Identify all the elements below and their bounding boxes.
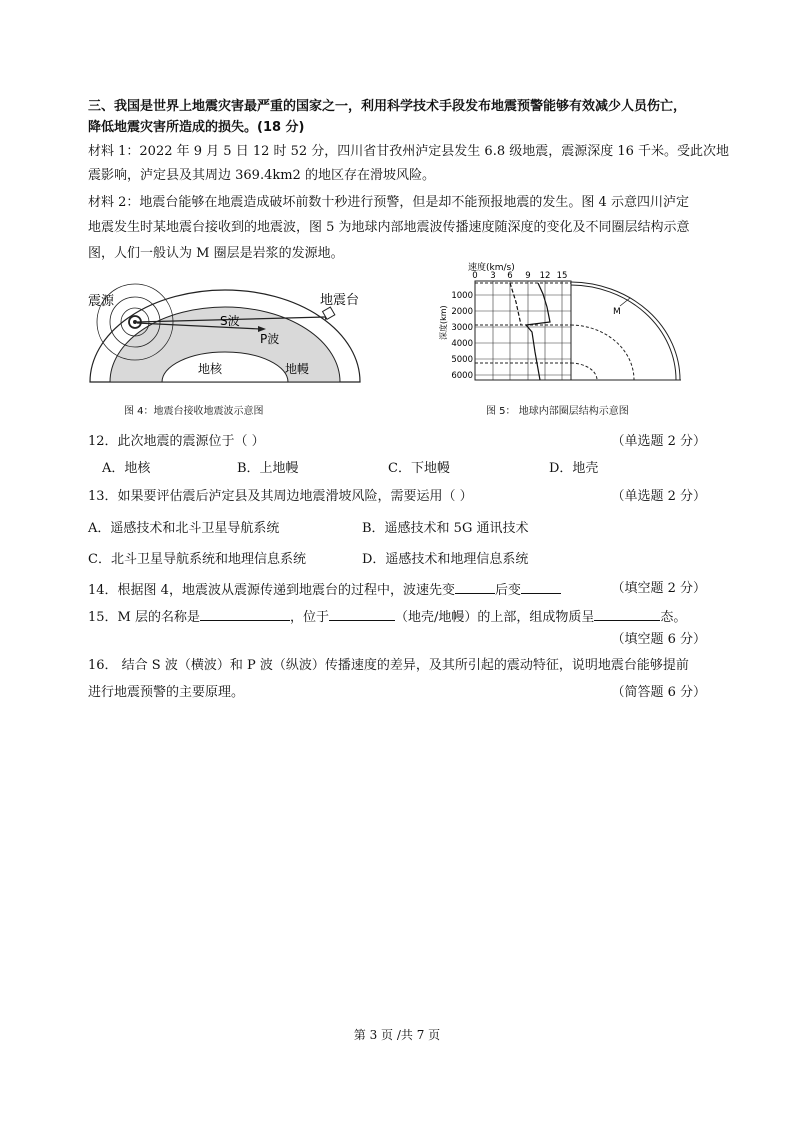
figure-4-caption: 图 4：地震台接收地震波示意图 <box>124 406 264 417</box>
x-tick-0: 0 <box>472 271 478 281</box>
axis-title: 速度(km/s) <box>468 263 515 273</box>
y-tick-5000: 5000 <box>451 355 473 365</box>
q15-blank-3[interactable] <box>594 606 660 621</box>
q14-stem: 14．根据图 4，地震波从震源传递到地震台的过程中，波速先变 后变 <box>88 579 561 601</box>
label-station: 地震台 <box>320 293 360 308</box>
x-tick-6: 6 <box>507 271 513 281</box>
x-tick-15: 15 <box>556 271 568 281</box>
q13-stem: 13．如果要评估震后泸定县及其周边地震滑坡风险，需要运用（ ） <box>88 489 473 504</box>
page-footer: 第 3 页 /共 7 页 <box>353 1028 441 1042</box>
label-s-wave: S波 <box>220 314 240 328</box>
material-2-line2: 地震发生时某地震台接收到的地震波，图 5 为地球内部地震波传播速度随深度的变化及不同圈层结构示意 <box>88 220 690 235</box>
label-m: M <box>613 307 621 317</box>
material-1-line1: 材料 1：2022 年 9 月 5 日 12 时 52 分，四川省甘孜州泸定县发生 6.8 级地震，震源深度 16 千米。受此次地 <box>88 144 730 159</box>
q14-blank-2[interactable] <box>521 579 561 594</box>
q12-option-c[interactable]: C．下地幔 <box>388 461 450 476</box>
q12-option-a[interactable]: A．地核 <box>102 461 151 476</box>
q15-blank-2[interactable] <box>329 606 395 621</box>
q16-type: （简答题 6 分） <box>611 685 706 700</box>
q14-blank-1[interactable] <box>455 579 495 594</box>
q13-type: （单选题 2 分） <box>611 489 706 504</box>
section-heading-line1: 三、我国是世界上地震灾害最严重的国家之一，利用科学技术手段发布地震预警能够有效减少人员伤亡， <box>88 99 687 114</box>
y-tick-4000: 4000 <box>451 339 473 349</box>
material-2-line1: 材料 2：地震台能够在地震造成破坏前数十秒进行预警，但是却不能预报地震的发生。图 4 示意四川泸定 <box>88 195 689 210</box>
q12-stem: 12．此次地震的震源位于（ ） <box>88 434 265 449</box>
figure-5-caption: 图 5： 地球内部圈层结构示意图 <box>486 406 629 417</box>
material-1-line2: 震影响，泸定县及其周边 369.4km2 的地区存在滑坡风险。 <box>88 168 435 183</box>
q12-option-d[interactable]: D．地壳 <box>549 461 599 476</box>
q12-option-b[interactable]: B．上地幔 <box>237 461 299 476</box>
y-axis-label: 深度(km) <box>439 305 448 340</box>
y-tick-6000: 6000 <box>451 371 473 381</box>
figure-4-diagram <box>80 285 370 385</box>
x-tick-9: 9 <box>525 271 531 281</box>
q13-option-c[interactable]: C．北斗卫星导航系统和地理信息系统 <box>88 552 306 567</box>
y-tick-1000: 1000 <box>451 291 473 301</box>
label-focus: 震源 <box>88 294 115 309</box>
label-p-wave: P波 <box>260 332 280 346</box>
section-heading-line2: 降低地震灾害所造成的损失。(18 分) <box>88 120 305 135</box>
material-2-line3: 图，人们一般认为 M 圈层是岩浆的发源地。 <box>88 246 344 261</box>
q15-stem: 15．M 层的名称是 ，位于 （地壳/地幔）的上部，组成物质呈 态。 <box>88 606 686 628</box>
q12-type: （单选题 2 分） <box>611 434 706 449</box>
q13-option-b[interactable]: B．遥感技术和 5G 通讯技术 <box>362 521 529 536</box>
q13-option-a[interactable]: A．遥感技术和北斗卫星导航系统 <box>88 521 280 536</box>
q16-line2: 进行地震预警的主要原理。 <box>88 685 245 700</box>
y-tick-3000: 3000 <box>451 323 473 333</box>
label-core: 地核 <box>198 362 223 376</box>
q14-type: （填空题 2 分） <box>611 581 706 596</box>
label-mantle: 地幔 <box>285 362 310 376</box>
q15-blank-1[interactable] <box>200 606 290 621</box>
x-tick-12: 12 <box>539 271 551 281</box>
q15-type: （填空题 6 分） <box>611 632 706 647</box>
q13-option-d[interactable]: D．遥感技术和地理信息系统 <box>362 552 529 567</box>
q16-line1: 16． 结合 S 波（横波）和 P 波（纵波）传播速度的差异，及其所引起的震动特征，说明地震台能够提前 <box>88 658 689 673</box>
x-tick-3: 3 <box>490 271 496 281</box>
y-tick-2000: 2000 <box>451 307 473 317</box>
figure-5-diagram <box>440 262 685 384</box>
